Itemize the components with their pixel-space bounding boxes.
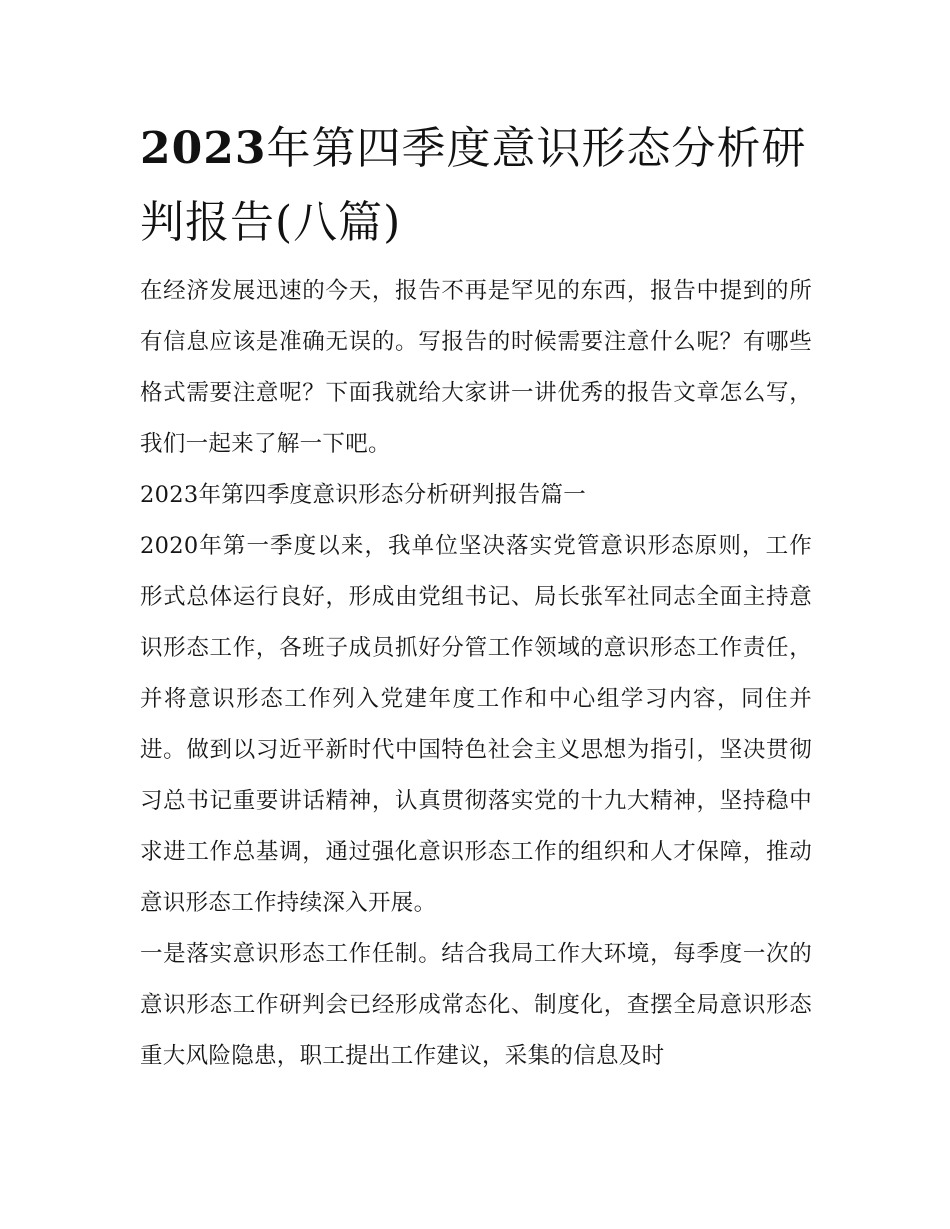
body-paragraph-2: 一是落实意识形态工作任制。结合我局工作大环境，每季度一次的意识形态工作研判会已经形成常态化、制度化，查摆全局意识形态重大风险隐患，职工提出工作建议，采集的信息及时 [140,941,812,1069]
document-title [140,112,812,260]
body-paragraph-1: 2020年第一季度以来，我单位坚决落实党管意识形态原则，工作形式总体运行良好，形成由党组书记、局长张军社同志全面主持意识形态工作，各班子成员抓好分管工作领域的意识形态工作责任，并将意识形态工作列入党建年度工作和中心组学习内容，同住并进。做到以习近平新时代中国特色社会主义思想为指引，坚决贯彻习总书记重要讲话精神，认真贯彻落实党的十九大精神，坚持稳中求进工作总基调，通过强化意识形态工作的组织和人才保障，推动意识形态工作持续深入开展。 [140,533,812,916]
section-heading: 2023年第四季度意识形态分析研判报告篇一 [140,482,587,508]
title-year: 2023 [140,123,267,174]
title-text: 年第四季度意识形态分析研判报告(八篇) [140,123,807,248]
document-body [140,112,812,1082]
intro-paragraph: 在经济发展迅速的今天，报告不再是罕见的东西，报告中提到的所有信息应该是准确无误的。写报告的时候需要注意什么呢？有哪些格式需要注意呢？下面我就给大家讲一讲优秀的报告文章怎么写，我们一起来了解一下吧。 [140,278,812,457]
